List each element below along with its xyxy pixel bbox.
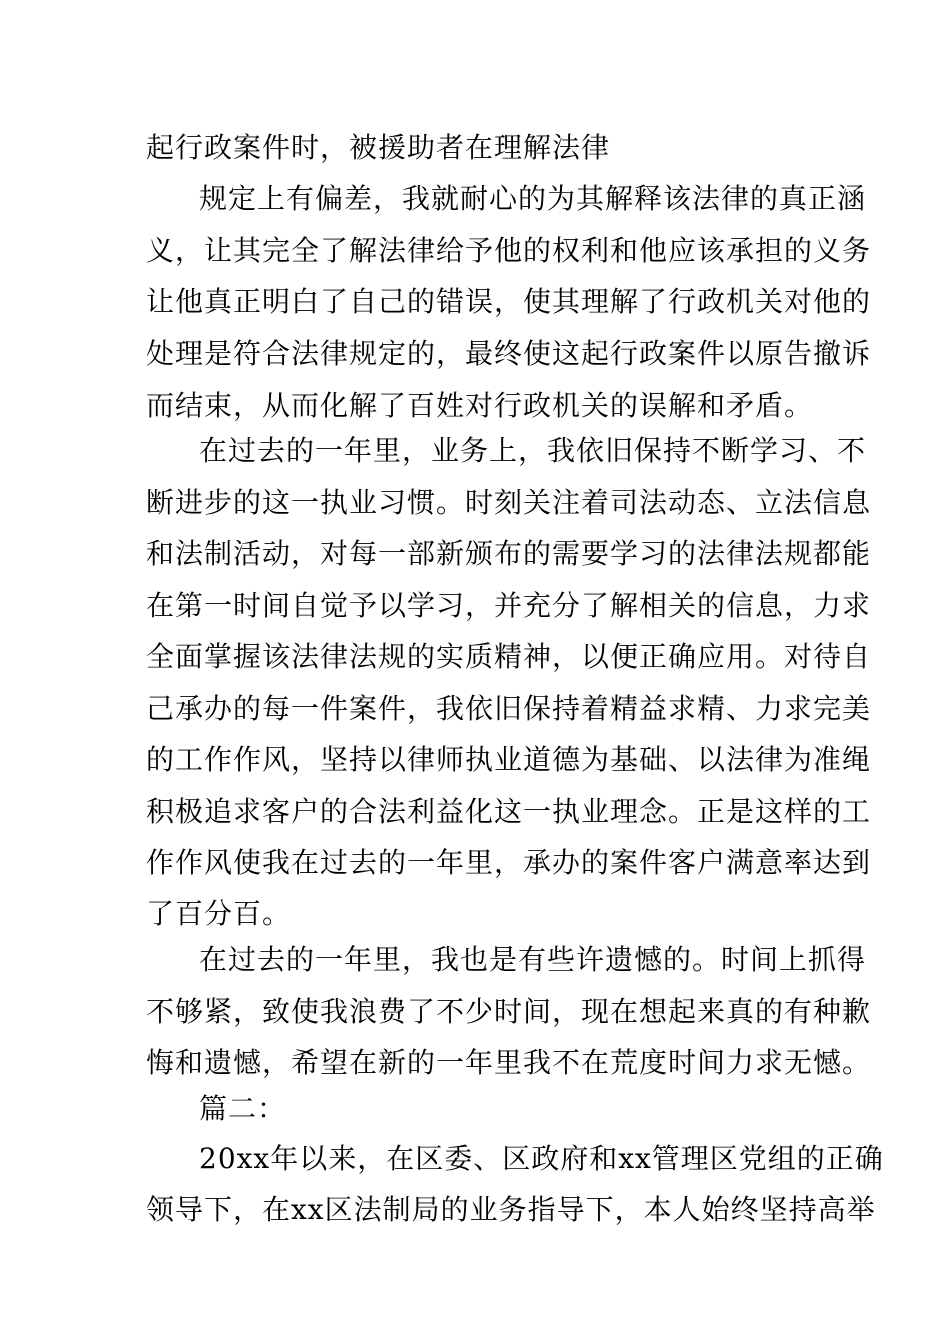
paragraph-start-line: 规定上有偏差，我就耐心的为其解释该法律的真正涵 <box>199 182 867 215</box>
section-heading: 篇二： <box>199 1092 287 1125</box>
text-line: 不够紧，致使我浪费了不少时间，现在想起来真的有种歉 <box>146 995 872 1028</box>
text-line: 作作风使我在过去的一年里，承办的案件客户满意率达到 <box>146 846 872 879</box>
text-line: 义，让其完全了解法律给予他的权利和他应该承担的义务 <box>146 234 872 267</box>
paragraph-start-line: 在过去的一年里，业务上，我依旧保持不断学习、不 <box>199 434 867 467</box>
text-line: 领导下，在xx区法制局的业务指导下，本人始终坚持高举 <box>146 1193 876 1226</box>
text-line: 起行政案件时，被援助者在理解法律 <box>146 131 611 164</box>
text-line: 在第一时间自觉予以学习，并充分了解相关的信息，力求 <box>146 589 872 622</box>
text-line: 己承办的每一件案件，我依旧保持着精益求精、力求完美 <box>146 692 872 725</box>
paragraph-start-line: 在过去的一年里，我也是有些许遗憾的。时间上抓得 <box>199 943 867 976</box>
text-line: 积极追求客户的合法利益化这一执业理念。正是这样的工 <box>146 795 872 828</box>
text-line: 断进步的这一执业习惯。时刻关注着司法动态、立法信息 <box>146 486 872 519</box>
text-line: 全面掌握该法律法规的实质精神，以便正确应用。对待自 <box>146 640 872 673</box>
text-line: 和法制活动，对每一部新颁布的需要学习的法律法规都能 <box>146 537 872 570</box>
text-line: 处理是符合法律规定的，最终使这起行政案件以原告撤诉 <box>146 337 872 370</box>
text-line: 而结束，从而化解了百姓对行政机关的误解和矛盾。 <box>146 389 814 422</box>
text-line: 让他真正明白了自己的错误，使其理解了行政机关对他的 <box>146 285 872 318</box>
text-line: 的工作作风，坚持以律师执业道德为基础、以法律为准绳 <box>146 743 872 776</box>
text-line: 了百分百。 <box>146 897 292 930</box>
paragraph-start-line: 20xx年以来，在区委、区政府和xx管理区党组的正确 <box>199 1142 884 1175</box>
text-line: 悔和遗憾，希望在新的一年里我不在荒度时间力求无憾。 <box>146 1046 872 1079</box>
